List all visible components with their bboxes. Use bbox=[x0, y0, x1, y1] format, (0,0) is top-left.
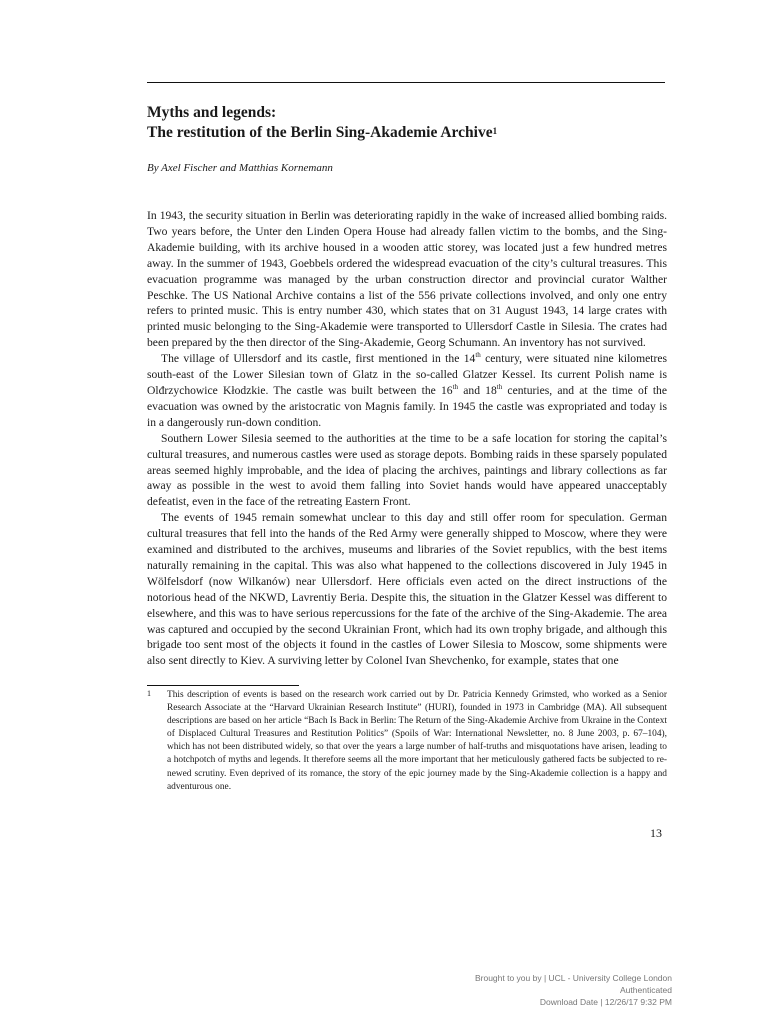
provenance-line-3: Download Date | 12/26/17 9:32 PM bbox=[539, 997, 672, 1007]
paragraph-2-part-d: centuries, and at the time of the evacuation was owned by the aristocratic von Magnis family. In 1945 the castle was expropriated and today is in a dangerously run-down condition. bbox=[147, 383, 667, 429]
title-footnote-ref[interactable]: 1 bbox=[492, 126, 498, 136]
paragraph-2-part-b: century, were situated nine kilometres south-east of the Lower Silesian town of Glatz in the so-called Glatzer Kessel. Its current Polish name is Olđrzychowice Kłodzkie. The castle was built between the 16 bbox=[147, 352, 668, 397]
paragraph-2-part-c: and 18 bbox=[458, 383, 497, 397]
paragraph-1: In 1943, the security situation in Berlin was deteriorating rapidly in the wake of increased allied bombing raids. Two years before, the Unter den Linden Opera House had already fallen victim to the bombs, and the Sing-Akademie building, with its archive housed in a wooden attic storey, was located just a few hundred metres away. In the summer of 1943, Goebbels ordered the widespread evacuation of the city’s cultural treasures. This evacuation programme was managed by the urban construction director and provincial curator Walther Peschke. The US National Archive contains a list of the 556 private collections involved, and only one entry refers to printed music. This is entry number 430, which states that on 31 August 1943, 14 large crates with printed music belonging to the Sing-Akademie were transported to Ullersdorf Castle in Silesia. The crates had been prepared by the then director of the Sing-Akademie, Georg Schumann. An inventory has not survived. bbox=[147, 209, 667, 350]
article-body bbox=[147, 208, 667, 669]
page-number: 13 bbox=[650, 826, 662, 840]
footnote bbox=[147, 689, 667, 794]
byline: By Axel Fischer and Matthias Kornemann bbox=[147, 162, 333, 174]
footnote-text: This description of events is based on the research work carried out by Dr. Patricia Kennedy Grimsted, who worked as a Senior Research Associate at the “Harvard Ukrainian Research Institute” (HURI), founded in 1973 in Cambridge (MA). All subsequent descriptions are based on her article “Bach Is Back in Berlin: The Return of the Sing-Akademie Archive from Ukraine in the Context of Displaced Cultural Treasures and Restitution Politics” (Spoils of War: International Newsletter, no. 8 June 2003, p. 67–104), which has not been distributed widely, so that over the years a large number of half-truths and misquotations have arisen, leading to a hotchpotch of myths and legends. It therefore seems all the more important that her meticulously gathered facts be subjected to renewed scrutiny. Even deprived of its romance, the story of the epic journey made by the Sing-Akademie collection is a happy and adventurous one. bbox=[167, 690, 667, 792]
provenance-line-1: Brought to you by | UCL - University College London bbox=[474, 973, 672, 983]
title-line-1: Myths and legends: bbox=[147, 104, 277, 121]
ordinal-suffix: th bbox=[475, 351, 481, 360]
article-title bbox=[147, 103, 667, 143]
footnote-separator bbox=[147, 685, 299, 686]
download-provenance bbox=[475, 972, 672, 1008]
paragraph-2-part-a: The village of Ullersdorf and its castle, first mentioned in the 14 bbox=[161, 352, 476, 366]
ordinal-suffix: th bbox=[496, 383, 503, 392]
header-rule bbox=[147, 82, 665, 83]
ordinal-suffix: th bbox=[452, 383, 459, 392]
footnote-mark: 1 bbox=[147, 689, 151, 698]
provenance-line-2: Authenticated bbox=[620, 985, 672, 995]
paragraph-3: Southern Lower Silesia seemed to the authorities at the time to be a safe location for storing the capital’s cultural treasures, and numerous castles were used as storage depots. Bombing raids in these sparsely populated areas seemed highly improbable, and the idea of placing the archives, paintings and library collections as far away as possible in the west to avoid them falling into Soviet hands would have appeared unacceptably defeatist, even in the face of the retreating Eastern Front. bbox=[147, 431, 667, 509]
paragraph-4: The events of 1945 remain somewhat unclear to this day and still offer room for speculation. German cultural treasures that fell into the hands of the Red Army were generally shipped to Moscow, where they were examined and distributed to the archives, museums and libraries of the Soviet republics, with the best items naturally remaining in the capital. This was also what happened to the collections discovered in July 1945 in Wölfelsdorf (now Wilkanów) near Ullersdorf. Here officials even acted on the direct instructions of the notorious head of the NKWD, Lavrentiy Beria. Despite this, the situation in the Glatzer Kessel was different to elsewhere, and this was to have serious repercussions for the fate of the archive of the Sing-Akademie. The area was captured and occupied by the second Ukrainian Front, which had its own trophy brigade, and although this brigade too sent most of the objects it found in the castles of Lower Silesia to Moscow, some shipments were also sent directly to Kiev. A surviving letter by Colonel Ivan Shevchenko, for example, states that one bbox=[147, 511, 667, 668]
paragraph-2 bbox=[147, 351, 667, 431]
title-line-2: The restitution of the Berlin Sing-Akademie Archive bbox=[147, 124, 493, 141]
